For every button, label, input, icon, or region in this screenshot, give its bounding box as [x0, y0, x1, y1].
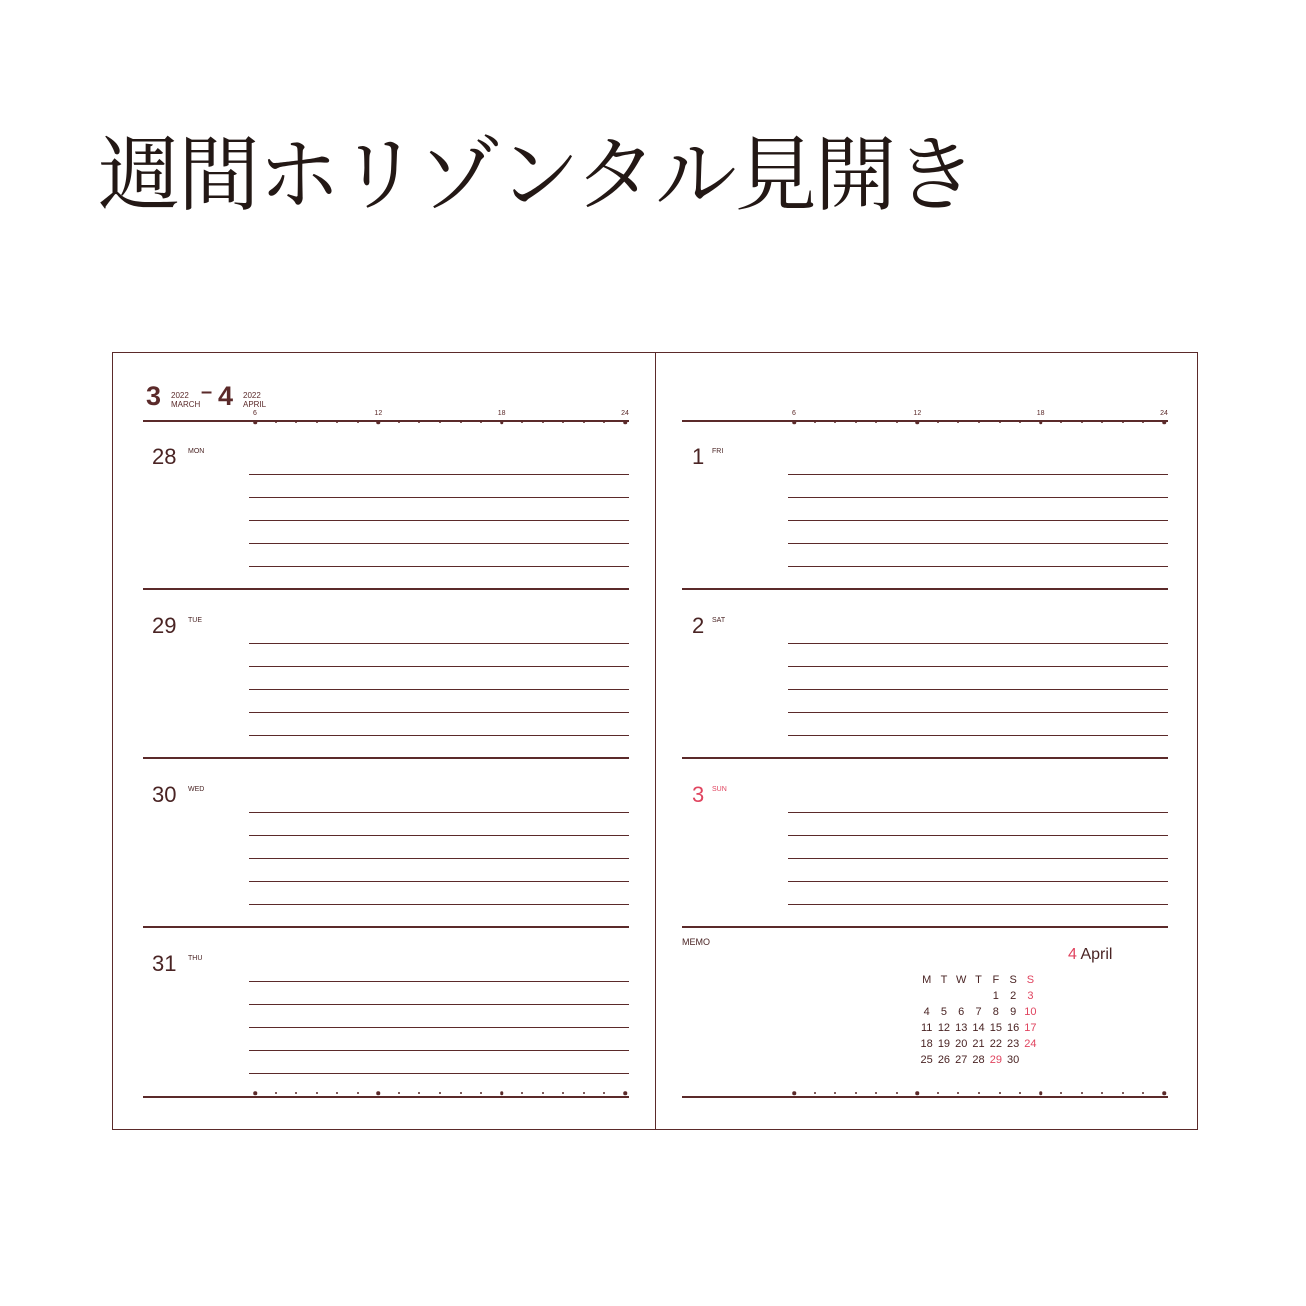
calendar-day: 24: [1024, 1038, 1037, 1050]
time-tick-label: 12: [913, 410, 922, 417]
header-end-date: [243, 391, 266, 409]
hour-dot-bottom: [1060, 1092, 1062, 1094]
hour-dot-bottom: [1122, 1092, 1124, 1094]
hour-dot-top: [253, 420, 257, 424]
writing-line: [249, 735, 629, 736]
writing-line: [788, 497, 1168, 498]
calendar-day: 13: [955, 1022, 968, 1034]
day-separator: [143, 757, 629, 759]
left-top-rule: [143, 420, 629, 422]
calendar-day: 11: [920, 1022, 933, 1034]
writing-line: [249, 1073, 629, 1074]
hour-dot-top: [460, 421, 462, 423]
hour-dot-bottom: [398, 1092, 400, 1094]
mini-calendar: [918, 972, 1039, 1068]
calendar-day: 18: [920, 1038, 933, 1050]
calendar-day: 12: [937, 1022, 951, 1034]
writing-line: [249, 835, 629, 836]
header-end-year: 2022: [243, 391, 261, 400]
hour-dot-bottom: [957, 1092, 959, 1094]
hour-dot-top: [957, 421, 959, 423]
calendar-day: 23: [1007, 1038, 1020, 1050]
day-name: FRI: [712, 448, 724, 455]
hour-dot-top: [1081, 421, 1083, 423]
hour-dot-top: [583, 421, 585, 423]
hour-dot-top: [937, 421, 939, 423]
calendar-day: 1: [992, 990, 999, 1002]
hour-dot-bottom: [999, 1092, 1001, 1094]
writing-line: [249, 666, 629, 667]
day-separator: [682, 926, 1168, 928]
calendar-weekday: F: [992, 974, 1000, 986]
hour-dot-bottom: [275, 1092, 277, 1094]
writing-line: [249, 1027, 629, 1028]
left-page: [113, 353, 656, 1129]
day-name: SAT: [712, 617, 726, 624]
writing-line: [788, 666, 1168, 667]
calendar-day: 22: [989, 1038, 1002, 1050]
writing-line: [788, 520, 1168, 521]
calendar-day: 8: [992, 1006, 999, 1018]
calendar-day: 9: [1010, 1006, 1017, 1018]
writing-line: [249, 474, 629, 475]
hour-dot-bottom: [583, 1092, 585, 1094]
day-number: 2: [692, 613, 705, 638]
hour-dot-bottom: [521, 1092, 523, 1094]
writing-line: [788, 543, 1168, 544]
writing-line: [788, 689, 1168, 690]
hour-dot-bottom: [814, 1092, 816, 1094]
writing-line: [788, 904, 1168, 905]
hour-dot-top: [439, 421, 441, 423]
header-end-month-name: APRIL: [243, 400, 267, 409]
hour-dot-bottom: [253, 1091, 257, 1095]
day-name: THU: [188, 955, 203, 962]
writing-line: [249, 858, 629, 859]
hour-dot-top: [999, 421, 1001, 423]
mini-calendar-month-name: April: [1080, 946, 1113, 963]
time-tick-label: 6: [792, 410, 796, 417]
hour-dot-top: [562, 421, 564, 423]
day-name: TUE: [188, 617, 202, 624]
hour-dot-bottom: [562, 1092, 564, 1094]
calendar-day: 25: [920, 1054, 933, 1066]
hour-dot-bottom: [603, 1092, 605, 1094]
hour-dot-bottom: [1039, 1091, 1043, 1095]
calendar-day: [935, 988, 952, 1004]
hour-dot-bottom: [792, 1091, 796, 1095]
header-start-date: [171, 391, 200, 409]
hour-dot-bottom: [855, 1092, 857, 1094]
calendar-day: 6: [958, 1006, 965, 1018]
calendar-day: 14: [972, 1022, 985, 1034]
writing-line: [788, 712, 1168, 713]
day-separator: [682, 757, 1168, 759]
calendar-day: 7: [975, 1006, 982, 1018]
mini-calendar-title: [1068, 946, 1112, 964]
calendar-week-row: [918, 1036, 1039, 1052]
header-start-month: 3: [146, 381, 162, 411]
calendar-day: 20: [955, 1038, 968, 1050]
calendar-day: 27: [955, 1054, 968, 1066]
hour-dot-top: [377, 420, 381, 424]
hour-dot-bottom: [896, 1092, 898, 1094]
day-name: SUN: [712, 786, 727, 793]
day-number: 1: [692, 444, 705, 469]
calendar-week-row: [918, 988, 1039, 1004]
calendar-day: [953, 988, 970, 1004]
hour-dot-top: [978, 421, 980, 423]
calendar-day: [918, 988, 935, 1004]
day-number: 29: [152, 613, 177, 638]
calendar-week-row: [918, 1052, 1039, 1068]
hour-dot-top: [834, 421, 836, 423]
hour-dot-bottom: [500, 1091, 504, 1095]
hour-dot-top: [357, 421, 359, 423]
calendar-day: 19: [937, 1038, 951, 1050]
hour-dot-top: [792, 420, 796, 424]
calendar-day: 5: [940, 1006, 947, 1018]
hour-dot-top: [1122, 421, 1124, 423]
calendar-day: [1022, 1052, 1039, 1068]
hour-dot-top: [418, 421, 420, 423]
time-tick-label: 18: [497, 410, 506, 417]
hour-dot-bottom: [377, 1091, 381, 1095]
calendar-day: 26: [937, 1054, 951, 1066]
time-tick-label: 24: [1160, 410, 1168, 417]
hour-dot-bottom: [316, 1092, 318, 1094]
writing-line: [249, 904, 629, 905]
calendar-weekday: S: [1026, 974, 1035, 986]
hour-dot-top: [1162, 420, 1166, 424]
hour-dot-top: [275, 421, 277, 423]
calendar-day: 4: [923, 1006, 930, 1018]
right-top-rule: [682, 420, 1168, 422]
calendar-weekday: M: [922, 974, 932, 986]
hour-dot-bottom: [336, 1092, 338, 1094]
writing-line: [788, 735, 1168, 736]
writing-line: [788, 566, 1168, 567]
hour-dot-bottom: [1162, 1091, 1166, 1095]
calendar-day: 21: [972, 1038, 985, 1050]
writing-line: [788, 812, 1168, 813]
hour-dot-top: [542, 421, 544, 423]
writing-line: [249, 712, 629, 713]
calendar-day: 10: [1024, 1006, 1037, 1018]
calendar-weekday-row: [918, 972, 1039, 988]
calendar-day: 30: [1007, 1054, 1020, 1066]
calendar-day: 15: [989, 1022, 1002, 1034]
writing-line: [788, 835, 1168, 836]
hour-dot-top: [896, 421, 898, 423]
writing-line: [249, 689, 629, 690]
calendar-weekday: S: [1009, 974, 1017, 986]
calendar-weekday: T: [975, 974, 982, 986]
hour-dot-bottom: [623, 1091, 627, 1095]
hour-dot-bottom: [480, 1092, 482, 1094]
hour-dot-top: [855, 421, 857, 423]
writing-line: [249, 497, 629, 498]
hour-dot-top: [1039, 420, 1043, 424]
time-tick-label: 24: [621, 410, 629, 417]
writing-line: [788, 881, 1168, 882]
hour-dot-top: [1101, 421, 1103, 423]
page-title: 週間ホリゾンタル見開き: [98, 128, 975, 223]
hour-dot-bottom: [439, 1092, 441, 1094]
writing-line: [249, 981, 629, 982]
hour-dot-bottom: [542, 1092, 544, 1094]
calendar-day: [970, 988, 987, 1004]
writing-line: [788, 858, 1168, 859]
header-start-month-name: MARCH: [171, 400, 201, 409]
hour-dot-top: [500, 420, 504, 424]
writing-line: [249, 1004, 629, 1005]
time-tick-label: 12: [374, 410, 383, 417]
header-start-year: 2022: [171, 391, 189, 400]
hour-dot-bottom: [875, 1092, 877, 1094]
day-number: 30: [152, 782, 177, 807]
hour-dot-bottom: [295, 1092, 297, 1094]
hour-dot-bottom: [1019, 1092, 1021, 1094]
hour-dot-bottom: [834, 1092, 836, 1094]
hour-dot-top: [814, 421, 816, 423]
writing-line: [249, 566, 629, 567]
left-bottom-rule: [143, 1096, 629, 1098]
hour-dot-bottom: [1081, 1092, 1083, 1094]
calendar-day: 28: [972, 1054, 985, 1066]
writing-line: [249, 812, 629, 813]
hour-dot-top: [295, 421, 297, 423]
calendar-day: 29: [989, 1054, 1002, 1066]
writing-line: [249, 643, 629, 644]
hour-dot-top: [875, 421, 877, 423]
hour-dot-bottom: [978, 1092, 980, 1094]
day-number: 3: [692, 782, 705, 807]
day-separator: [682, 588, 1168, 590]
calendar-day: 16: [1007, 1022, 1020, 1034]
hour-dot-top: [1060, 421, 1062, 423]
hour-dot-top: [623, 420, 627, 424]
writing-line: [788, 474, 1168, 475]
header-dash: –: [201, 381, 213, 403]
hour-dot-bottom: [1101, 1092, 1103, 1094]
calendar-weekday: W: [956, 974, 967, 986]
writing-line: [788, 643, 1168, 644]
writing-line: [249, 881, 629, 882]
writing-line: [249, 1050, 629, 1051]
day-separator: [143, 588, 629, 590]
calendar-week-row: [918, 1004, 1039, 1020]
hour-dot-bottom: [460, 1092, 462, 1094]
day-name: WED: [188, 786, 205, 793]
header-end-month: 4: [218, 381, 234, 411]
hour-dot-top: [916, 420, 920, 424]
writing-line: [249, 543, 629, 544]
hour-dot-top: [521, 421, 523, 423]
hour-dot-bottom: [937, 1092, 939, 1094]
hour-dot-bottom: [418, 1092, 420, 1094]
day-separator: [143, 926, 629, 928]
memo-label: MEMO: [682, 937, 710, 947]
hour-dot-bottom: [1142, 1092, 1144, 1094]
hour-dot-top: [603, 421, 605, 423]
hour-dot-top: [1019, 421, 1021, 423]
mini-calendar-month-num: 4: [1068, 946, 1077, 963]
hour-dot-bottom: [916, 1091, 920, 1095]
hour-dot-top: [1142, 421, 1144, 423]
calendar-weekday: T: [940, 974, 948, 986]
writing-line: [249, 520, 629, 521]
right-bottom-rule: [682, 1096, 1168, 1098]
hour-dot-top: [480, 421, 482, 423]
day-name: MON: [188, 448, 205, 455]
calendar-day: 2: [1010, 990, 1017, 1002]
hour-dot-bottom: [357, 1092, 359, 1094]
time-tick-label: 6: [253, 410, 257, 417]
hour-dot-top: [398, 421, 400, 423]
day-number: 28: [152, 444, 177, 469]
calendar-day: 3: [1027, 990, 1034, 1002]
hour-dot-top: [316, 421, 318, 423]
day-number: 31: [152, 951, 177, 976]
hour-dot-top: [336, 421, 338, 423]
calendar-week-row: [918, 1020, 1039, 1036]
calendar-day: 17: [1024, 1022, 1037, 1034]
time-tick-label: 18: [1036, 410, 1045, 417]
